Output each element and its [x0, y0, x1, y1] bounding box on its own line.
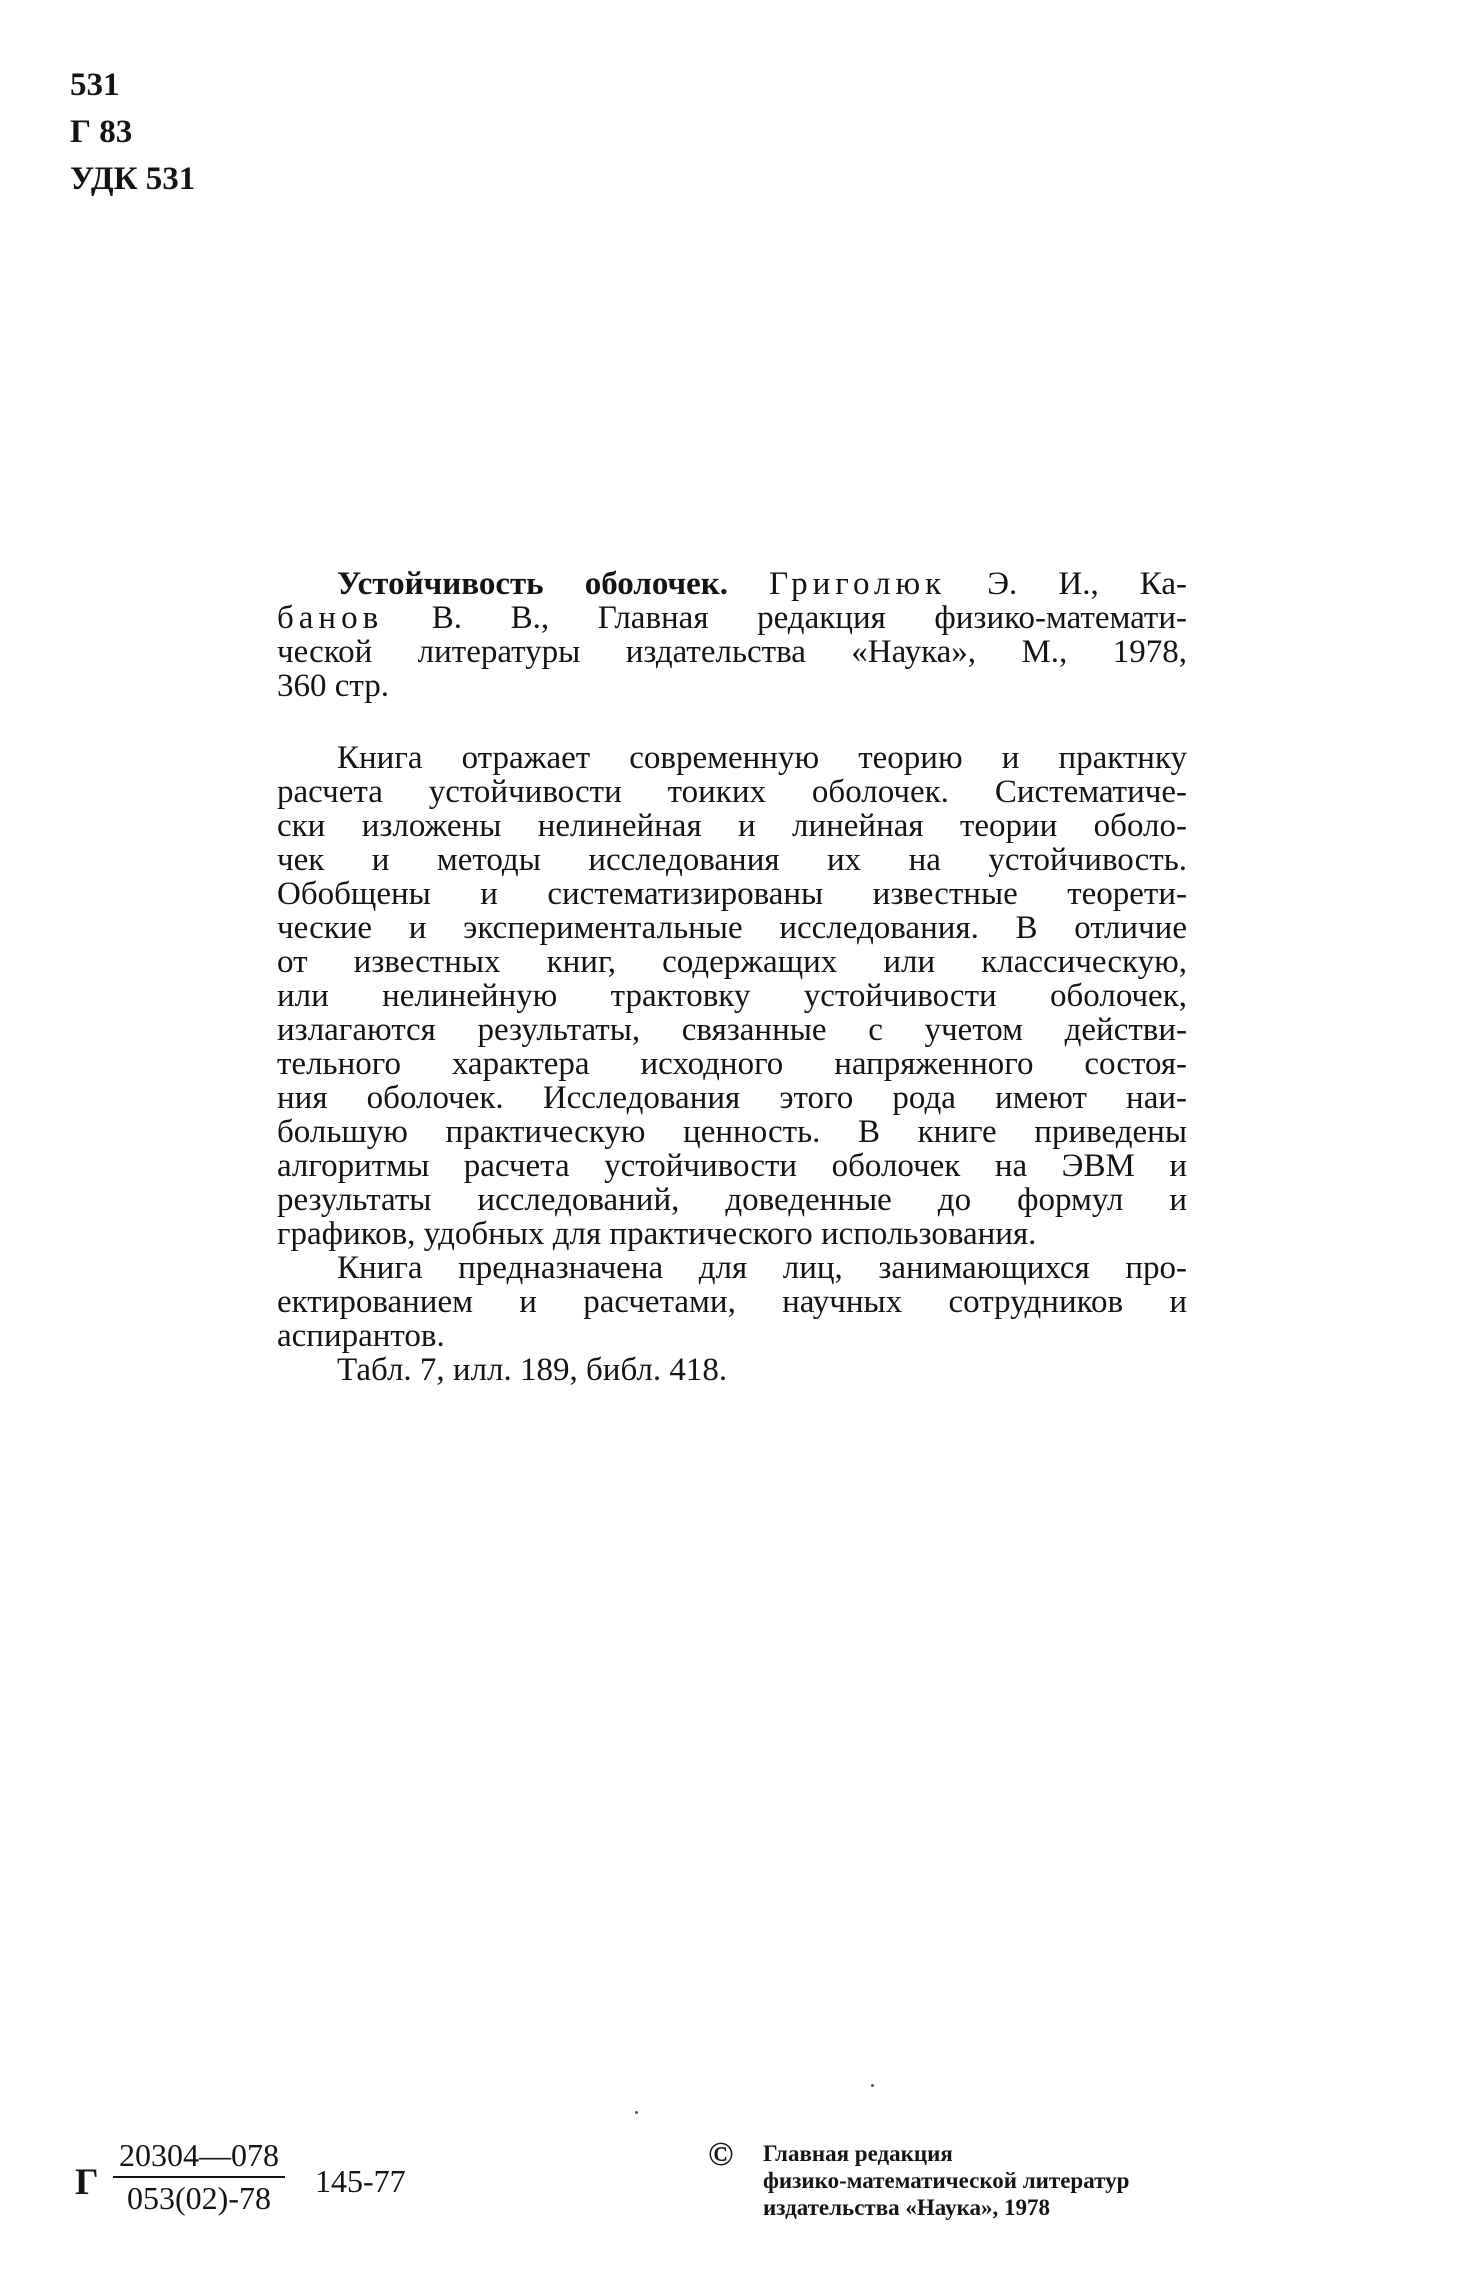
copyright-line: Главная редакция — [763, 2141, 953, 2166]
annotation-line: ния оболочек. Исследования этого рода имеют наи- — [277, 1080, 1187, 1116]
copyright-line: издательства «Наука», 1978 — [763, 2195, 1050, 2220]
annotation-line: тельного характера исходного напряженного состоя- — [277, 1046, 1187, 1082]
bibliographic-stats: Табл. 7, илл. 189, библ. 418. — [337, 1352, 728, 1388]
imprint-fraction — [113, 2137, 285, 2217]
annotation-line: Книга предназначена для лиц, занимающихся про- — [337, 1250, 1187, 1286]
record-line-2 — [277, 601, 1187, 635]
classification-marks — [70, 62, 195, 203]
copyright-symbol: © — [708, 2136, 734, 2173]
annotation-line: излагаются результаты, связанные с учетом действи- — [277, 1012, 1187, 1048]
record-line-3: ческой литературы издательства «Наука», М., 1978, — [277, 634, 1187, 670]
annotation-line: графиков, удобных для практического использования. — [277, 1216, 1037, 1252]
annotation-line: ектированием и расчетами, научных сотрудников и — [277, 1284, 1187, 1320]
annotation-line: алгоритмы расчета устойчивости оболочек на ЭВМ и — [277, 1148, 1187, 1184]
author-mark: Г 83 — [70, 114, 133, 150]
imprint-denominator: 053(02)-78 — [127, 2180, 271, 2216]
record-line-4: 360 стр. — [277, 668, 389, 704]
annotation-line: результаты исследований, доведенные до формул и — [277, 1182, 1187, 1218]
classification-code: 531 — [70, 67, 120, 103]
book-title: Устойчивость оболочек. — [337, 566, 729, 602]
author-surname-1: Григолюк — [769, 566, 947, 602]
record-line-1-rest: Э. И., Ка- — [946, 566, 1187, 602]
annotation-line: Книга отражает современную теорию и практнку — [337, 740, 1187, 776]
imprint-letter: Г — [75, 2162, 99, 2203]
annotation-line: расчета устойчивости тоиких оболочек. Систематиче- — [277, 774, 1187, 810]
annotation-line: Обобщены и систематизированы известные теорети- — [277, 876, 1187, 912]
author-surname-2: банов — [277, 600, 384, 636]
copyright-line: физико-математической литератур — [763, 2168, 1130, 2193]
bibliographic-record — [277, 567, 1187, 1387]
imprint-numerator: 20304—078 — [113, 2137, 285, 2178]
udc-code: УДК 531 — [70, 161, 196, 197]
copyright-text — [763, 2140, 1129, 2221]
record-line-2-rest: В. В., Главная редакция физико-математи- — [383, 600, 1187, 636]
record-line-1 — [277, 567, 1187, 601]
annotation-line: ски изложены нелинейная и линейная теории оболо- — [277, 808, 1187, 844]
annotation-line: от известных книг, содержащих или классическую, — [277, 944, 1187, 980]
annotation-line: ческие и экспериментальные исследования. В отличие — [277, 910, 1187, 946]
imprint-plan-code: 145-77 — [315, 2163, 406, 2199]
annotation-line: аспирантов. — [277, 1318, 445, 1354]
annotation-line: или нелинейную трактовку устойчивости оболочек, — [277, 978, 1187, 1014]
annotation-line: чек и методы исследования их на устойчивость. — [277, 842, 1187, 878]
annotation-line: большую практическую ценность. В книге приведены — [277, 1114, 1187, 1150]
